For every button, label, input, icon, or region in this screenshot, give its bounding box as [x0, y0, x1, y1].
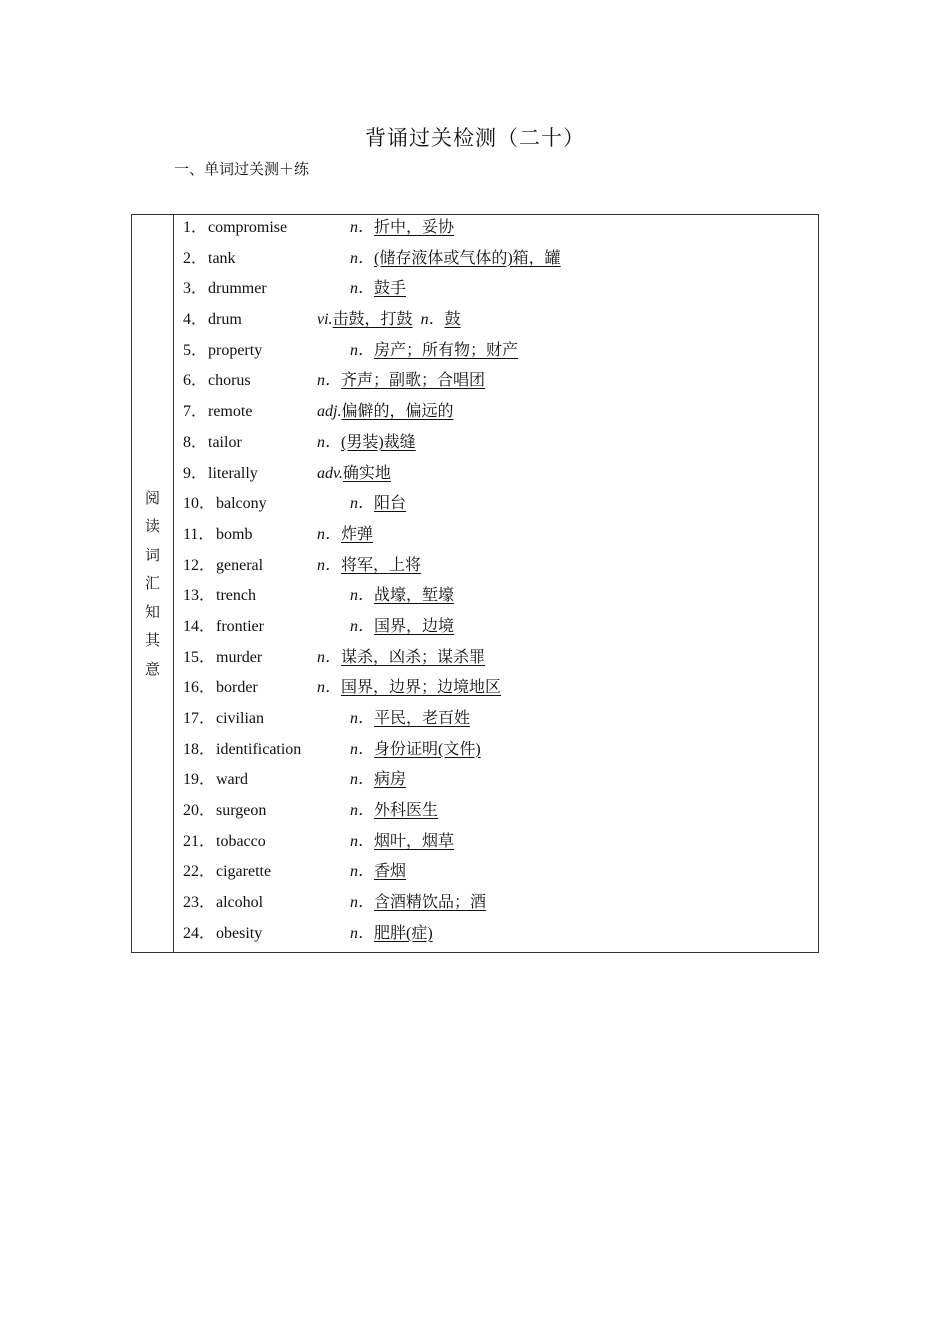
entry-definition [350, 768, 406, 792]
entry-word: literally [208, 464, 258, 482]
entry-definition [350, 247, 561, 271]
vocab-row [183, 308, 818, 339]
part-of-speech: n． [420, 311, 445, 329]
part-of-speech: n． [350, 771, 375, 789]
entry-number: 11． [183, 525, 215, 543]
part-of-speech: n． [317, 372, 342, 390]
entry-definition [317, 676, 501, 700]
entry-definition [350, 799, 438, 823]
meaning: (储存液体或气体的)箱，罐 [374, 249, 561, 267]
entry-number: 14． [183, 617, 216, 635]
side-label-char: 读 [144, 517, 160, 536]
meaning: 身份证明(文件) [374, 740, 481, 758]
meaning: 炸弹 [341, 525, 374, 543]
side-label [132, 215, 174, 952]
vocab-row [183, 492, 818, 523]
entry-word: tobacco [216, 832, 266, 850]
meaning: 房产；所有物；财产 [374, 341, 519, 359]
entry-definition [350, 891, 486, 915]
entry-word: murder [216, 648, 263, 666]
part-of-speech: n． [350, 832, 375, 850]
entry-definition [317, 523, 373, 547]
part-of-speech: n． [350, 495, 375, 513]
side-label-char: 其 [144, 631, 160, 650]
meaning: 肥胖(症) [374, 924, 433, 942]
vocab-row [183, 523, 818, 554]
entry-word: identification [216, 740, 302, 758]
entry-word: frontier [216, 617, 264, 635]
entry-definition [317, 431, 416, 455]
side-label-char: 知 [144, 602, 160, 621]
entry-number: 17． [183, 710, 216, 727]
meaning: 确实地 [342, 464, 391, 482]
vocab-row [183, 369, 818, 400]
entry-definition [350, 860, 406, 884]
entry-word: chorus [208, 372, 251, 390]
entry-word: drummer [208, 280, 267, 298]
entry-word: drum [208, 311, 242, 329]
meaning: 击鼓，打鼓 [332, 311, 413, 329]
entry-word: tailor [208, 433, 242, 451]
entry-number: 4． [183, 311, 208, 329]
entry-number: 13． [183, 587, 216, 605]
entry-number: 10． [183, 495, 216, 513]
meaning: 香烟 [374, 863, 407, 881]
entry-word: remote [208, 403, 253, 421]
part-of-speech: adj. [317, 403, 342, 421]
vocab-row [183, 216, 818, 247]
entry-definition [317, 554, 421, 578]
part-of-speech: n． [350, 280, 375, 298]
meaning: 平民，老百姓 [374, 710, 471, 727]
entry-definition [317, 400, 453, 424]
entry-number: 7． [183, 403, 208, 421]
part-of-speech: n． [350, 924, 375, 942]
entry-word: trench [216, 587, 256, 605]
entry-number: 12． [183, 556, 216, 574]
part-of-speech: adv. [317, 464, 343, 482]
meaning: 病房 [374, 771, 407, 789]
entry-number: 18． [183, 740, 216, 758]
entry-definition [317, 369, 485, 393]
vocab-row [183, 922, 818, 953]
entry-word: general [216, 556, 264, 574]
entry-number: 24． [183, 924, 216, 942]
vocab-row [183, 277, 818, 308]
part-of-speech: n． [350, 341, 375, 359]
entry-number: 22． [183, 863, 216, 881]
entry-word: bomb [216, 525, 253, 543]
entry-number: 15． [183, 648, 216, 666]
vocab-row [183, 830, 818, 861]
entry-word: compromise [208, 219, 288, 236]
entry-definition [350, 922, 433, 946]
vocab-row [183, 584, 818, 615]
vocab-row [183, 247, 818, 278]
entry-number: 19． [183, 771, 216, 789]
entry-word: property [208, 341, 263, 359]
vocab-row [183, 462, 818, 493]
entry-number: 23． [183, 894, 216, 912]
part-of-speech: n． [350, 249, 375, 267]
vocab-row [183, 554, 818, 585]
meaning: 烟叶，烟草 [374, 832, 455, 850]
vocab-row [183, 615, 818, 646]
vocab-row [183, 799, 818, 830]
meaning: 鼓手 [374, 280, 407, 298]
meaning: 齐声；副歌；合唱团 [341, 372, 486, 390]
meaning: 战壕，堑壕 [374, 587, 455, 605]
side-label-char: 阅 [144, 488, 160, 507]
meaning: 国界，边界；边境地区 [341, 679, 502, 697]
part-of-speech: n． [350, 587, 375, 605]
vocab-row [183, 646, 818, 677]
entry-definition [350, 339, 518, 363]
vocab-row [183, 676, 818, 707]
meaning: 含酒精饮品；酒 [374, 894, 487, 912]
entry-number: 1． [183, 219, 208, 236]
vocab-row [183, 860, 818, 891]
vocab-row [183, 339, 818, 370]
meaning: 国界，边境 [374, 617, 455, 635]
entry-number: 5． [183, 341, 208, 359]
entry-definition [317, 308, 461, 332]
entry-definition [350, 615, 454, 639]
entry-word: tank [208, 249, 236, 267]
part-of-speech: n． [350, 219, 375, 236]
side-label-char: 意 [144, 659, 160, 678]
entry-number: 20． [183, 802, 216, 820]
entry-number: 8． [183, 433, 208, 451]
vocab-table [131, 214, 819, 953]
entry-definition [350, 830, 454, 854]
part-of-speech: n． [350, 617, 375, 635]
entry-number: 9． [183, 464, 208, 482]
meaning: (男装)裁缝 [341, 433, 416, 451]
meaning: 谋杀，凶杀；谋杀罪 [341, 648, 486, 666]
entry-number: 21． [183, 832, 216, 850]
entry-definition [350, 707, 470, 731]
entry-definition [350, 584, 454, 608]
side-label-char: 词 [144, 545, 160, 564]
vocab-row [183, 707, 818, 738]
entry-definition [317, 462, 391, 486]
part-of-speech: n． [317, 648, 342, 666]
meaning: 鼓 [444, 311, 461, 329]
part-of-speech: vi. [317, 311, 333, 329]
part-of-speech: n． [350, 863, 375, 881]
entry-number: 3． [183, 280, 208, 298]
entry-number: 2． [183, 249, 208, 267]
part-of-speech: n． [317, 556, 342, 574]
part-of-speech: n． [350, 802, 375, 820]
entry-definition [350, 492, 406, 516]
meaning: 将军，上将 [341, 556, 422, 574]
part-of-speech: n． [317, 679, 342, 697]
page-title: 背诵过关检测（二十） [365, 126, 585, 150]
vocab-row [183, 738, 818, 769]
entry-word: civilian [216, 710, 264, 727]
part-of-speech: n． [317, 433, 342, 451]
meaning: 外科医生 [374, 802, 439, 820]
entry-word: ward [216, 771, 248, 789]
entry-definition [317, 646, 485, 670]
entry-number: 16． [183, 679, 216, 697]
entry-word: obesity [216, 924, 263, 942]
meaning: 折中，妥协 [374, 219, 455, 236]
side-label-char: 汇 [144, 574, 160, 593]
entry-word: alcohol [216, 894, 264, 912]
section-heading: 一、单词过关测＋练 [174, 160, 310, 178]
vocab-row [183, 768, 818, 799]
meaning: 阳台 [374, 495, 407, 513]
meaning: 偏僻的，偏远的 [341, 403, 454, 421]
entry-word: cigarette [216, 863, 272, 881]
entry-definition [350, 738, 481, 762]
part-of-speech: n． [350, 710, 375, 727]
part-of-speech: n． [350, 894, 375, 912]
part-of-speech: n． [350, 740, 375, 758]
vocab-row [183, 400, 818, 431]
entry-word: balcony [216, 495, 267, 513]
entry-definition [350, 216, 454, 240]
vocab-row [183, 431, 818, 462]
part-of-speech: n． [317, 525, 342, 543]
entry-word: surgeon [216, 802, 267, 820]
entry-word: border [216, 679, 258, 697]
vocab-list [183, 215, 818, 953]
entry-definition [350, 277, 406, 301]
vocab-row [183, 891, 818, 922]
entry-number: 6． [183, 372, 208, 390]
